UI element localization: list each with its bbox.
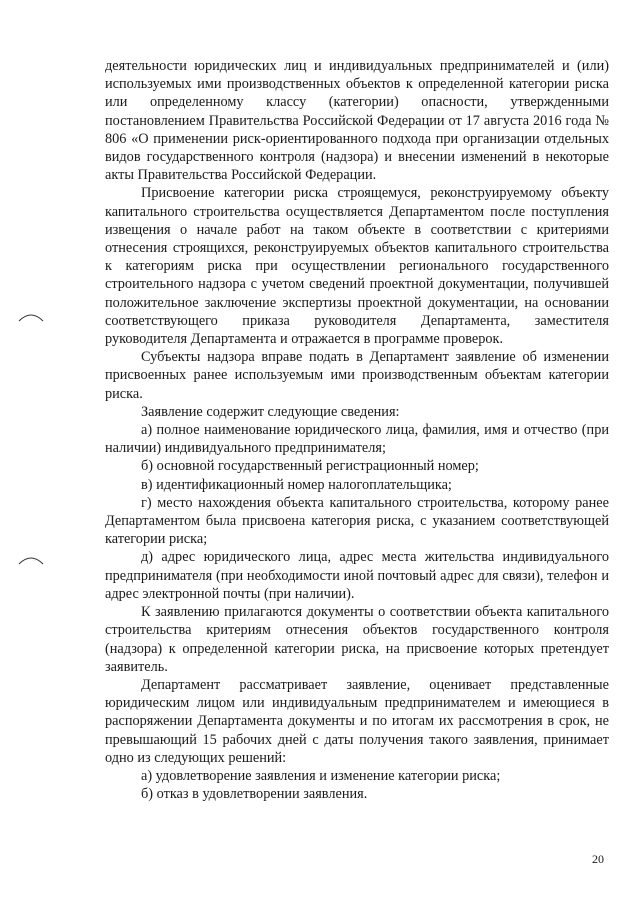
list-item-b: б) основной государственный регистрационный номер; <box>141 458 479 475</box>
binding-hole-mark <box>18 555 44 565</box>
paragraph-department-review: Департамент рассматривает заявление, оценивает представленные юридическим лицом или индивидуальным предпринимателем и имеющиеся в распоряжении Департамента документы и по итогам их рассмотрения в срок, не превышающий 15 рабочих дней с даты получения такого заявления, принимает одно из следующих решений: <box>105 676 609 766</box>
paragraph-risk-assignment: Присвоение категории риска строящемуся, реконструируемому объекту капитального строительства осуществляется Департаментом после поступления извещения о начале работ на таком объекте в соответствии с критериями отнесения строящихся, реконструируемых объектов капитального строительства к категориям риска при осуществлении регионального государственного строительного надзора с учетом сведений проектной документации, получившей положительное заключение экспертизы проектной документации, на основании соответствующего приказа руководителя Департамента, заместителя руководителя Департамента и отражается в программе проверок. <box>105 185 609 348</box>
list-item-d: д) адрес юридического лица, адрес места жительства индивидуального предпринимателя (при необходимости иной почтовый адрес для связи), телефон и адрес электронной почты (при наличии). <box>105 549 609 602</box>
list-item-g: г) место нахождения объекта капитального строительства, которому ранее Департаментом была присвоена категория риска, с указанием соответствующей категории риска; <box>105 494 609 548</box>
decision-item-a: а) удовлетворение заявления и изменение категории риска; <box>141 767 501 784</box>
page-number: 20 <box>592 852 604 866</box>
paragraph-attached-documents: К заявлению прилагаются документы о соответствии объекта капитального строительства критериям отнесения объектов государственного контроля (надзора) к определенной категории риска, на присвоение которых претендует заявитель. <box>105 604 609 675</box>
paragraph-application-contents: Заявление содержит следующие сведения: <box>141 403 400 420</box>
decision-item-b: б) отказ в удовлетворении заявления. <box>141 786 368 803</box>
paragraph-continuation: деятельности юридических лиц и индивидуальных предпринимателей и (или) используемых ими производственных объектов к определенной категории риска или определенному классу (категории) опасности, утвержденными постановлением Правительства Российской Федерации от 17 августа 2016 года № 806 «О применении риск-ориентированного подхода при организации отдельных видов государственного контроля (надзора) и внесении изменений в некоторые акты Правительства Российской Федерации. <box>105 58 609 184</box>
binding-hole-mark <box>18 312 44 322</box>
paragraph-application-right: Субъекты надзора вправе подать в Департамент заявление об изменении присвоенных ранее используемым ими производственным объектам категории риска. <box>105 349 609 402</box>
list-item-a: а) полное наименование юридического лица, фамилия, имя и отчество (при наличии) индивидуального предпринимателя; <box>105 422 609 457</box>
document-body <box>105 57 609 803</box>
list-item-v: в) идентификационный номер налогоплательщика; <box>141 476 452 493</box>
